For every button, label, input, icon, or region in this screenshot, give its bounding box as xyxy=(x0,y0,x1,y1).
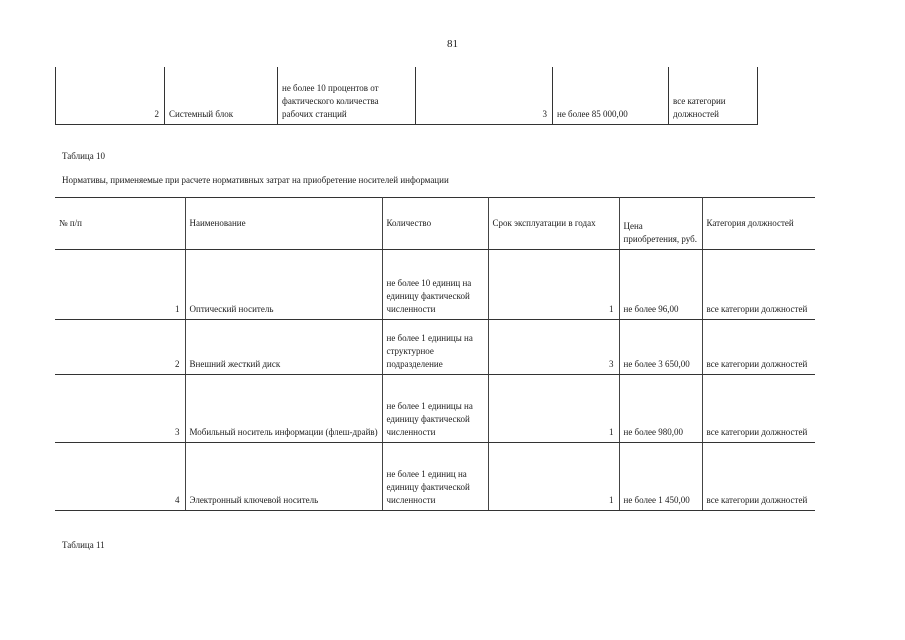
item-price: не более 96,00 xyxy=(619,250,702,320)
header-price: Цена приобретения, руб. xyxy=(619,198,702,250)
row-number: 3 xyxy=(55,375,185,443)
item-category: все категории должностей xyxy=(669,67,758,125)
table10 xyxy=(55,197,815,511)
table-row xyxy=(55,320,815,375)
item-quantity: не более 10 процентов от фактического количества рабочих станций xyxy=(278,67,416,125)
header-num: № п/п xyxy=(55,198,185,250)
item-price: не более 3 650,00 xyxy=(619,320,702,375)
row-number: 2 xyxy=(56,67,165,125)
item-name: Электронный ключевой носитель xyxy=(185,443,382,511)
header-category: Категория должностей xyxy=(702,198,815,250)
item-category: все категории должностей xyxy=(702,375,815,443)
item-category: все категории должностей xyxy=(702,443,815,511)
item-quantity: не более 1 единицы на структурное подразделение xyxy=(382,320,488,375)
header-term: Срок эксплуатации в годах xyxy=(488,198,619,250)
item-category: все категории должностей xyxy=(702,320,815,375)
table-row xyxy=(55,250,815,320)
table-row xyxy=(55,375,815,443)
item-name: Внешний жесткий диск xyxy=(185,320,382,375)
row-number: 1 xyxy=(55,250,185,320)
item-price: не более 85 000,00 xyxy=(553,67,669,125)
item-quantity: не более 1 единицы на единицу фактической численности xyxy=(382,375,488,443)
item-name: Мобильный носитель информации (флеш-драйв) xyxy=(185,375,382,443)
table-row xyxy=(55,443,815,511)
item-price: не более 980,00 xyxy=(619,375,702,443)
row-number: 4 xyxy=(55,443,185,511)
item-category: все категории должностей xyxy=(702,250,815,320)
continuation-table xyxy=(55,67,758,125)
table10-label: Таблица 10 xyxy=(62,151,105,161)
item-term: 3 xyxy=(488,320,619,375)
table-row xyxy=(56,67,758,125)
item-term: 1 xyxy=(488,250,619,320)
item-quantity: не более 1 единиц на единицу фактической численности xyxy=(382,443,488,511)
item-price: не более 1 450,00 xyxy=(619,443,702,511)
header-quantity: Количество xyxy=(382,198,488,250)
page-number: 81 xyxy=(447,38,458,50)
item-quantity: не более 10 единиц на единицу фактической численности xyxy=(382,250,488,320)
table10-title: Нормативы, применяемые при расчете нормативных затрат на приобретение носителей информации xyxy=(62,175,449,185)
item-term: 1 xyxy=(488,443,619,511)
item-term: 3 xyxy=(416,67,553,125)
item-term: 1 xyxy=(488,375,619,443)
item-name: Системный блок xyxy=(165,67,278,125)
row-number: 2 xyxy=(55,320,185,375)
item-name: Оптический носитель xyxy=(185,250,382,320)
header-name: Наименование xyxy=(185,198,382,250)
table11-label: Таблица 11 xyxy=(62,540,105,550)
table-header-row xyxy=(55,198,815,250)
